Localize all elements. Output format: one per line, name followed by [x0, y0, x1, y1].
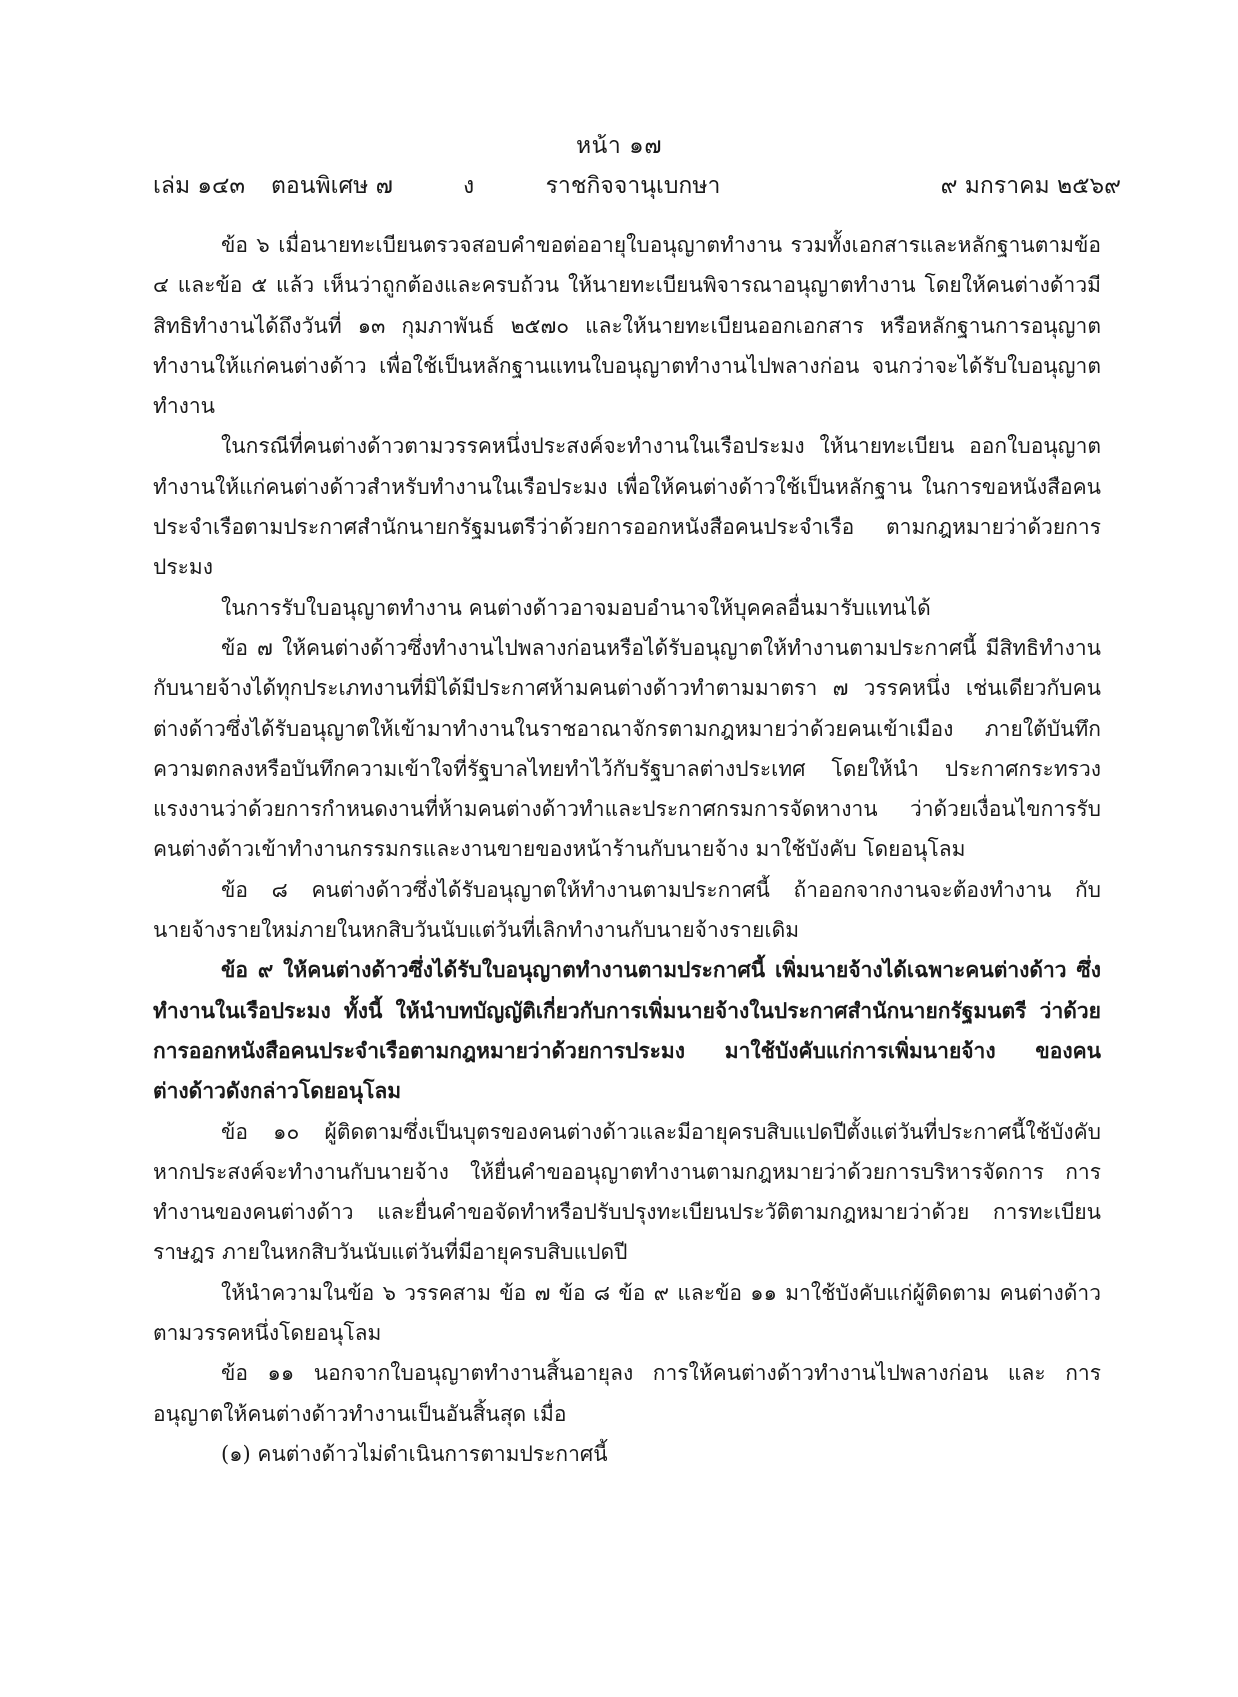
volume-label: เล่ม ๑๔๓	[153, 173, 246, 199]
clause-6-paragraph-1: ข้อ ๖ เมื่อนายทะเบียนตรวจสอบคำขอต่ออายุใบอนุญาตทำงาน รวมทั้งเอกสารและหลักฐานตามข้อ ๔ และข้อ ๕ แล้ว เห็นว่าถูกต้องและครบถ้วน ให้นายทะเบียนพิจารณาอนุญาตทำงาน โดยให้คนต่างด้าวมีสิทธิทำงานได้ถึงวันที่ ๑๓ กุมภาพันธ์ ๒๕๗๐ และให้นายทะเบียนออกเอกสาร หรือหลักฐานการอนุญาตทำงานให้แก่คนต่างด้าว เพื่อใช้เป็นหลักฐานแทนใบอนุญาตทำงานไปพลางก่อน จนกว่าจะได้รับใบอนุญาตทำงาน	[153, 233, 1101, 419]
document-body	[153, 225, 1101, 1474]
clause-6-paragraph-2: ในกรณีที่คนต่างด้าวตามวรรคหนึ่งประสงค์จะทำงานในเรือประมง ให้นายทะเบียน ออกใบอนุญาตทำงานให้แก่คนต่างด้าวสำหรับทำงานในเรือประมง เพื่อให้คนต่างด้าวใช้เป็นหลักฐาน ในการขอหนังสือคนประจำเรือตามประกาศสำนักนายกรัฐมนตรีว่าด้วยการออกหนังสือคนประจำเรือ ตามกฎหมายว่าด้วยการประมง	[153, 434, 1101, 580]
clause-8: ข้อ ๘ คนต่างด้าวซึ่งได้รับอนุญาตให้ทำงานตามประกาศนี้ ถ้าออกจากงานจะต้องทำงาน กับนายจ้างรายใหม่ภายในหกสิบวันนับแต่วันที่เลิกทำงานกับนายจ้างรายเดิม	[153, 877, 1101, 943]
clause-6-paragraph-3: ในการรับใบอนุญาตทำงาน คนต่างด้าวอาจมอบอำนาจให้บุคคลอื่นมารับแทนได้	[221, 595, 931, 620]
section-label: ตอนพิเศษ ๗	[271, 173, 393, 199]
issue-date: ๙ มกราคม ๒๕๖๙	[940, 173, 1121, 199]
clause-9: ข้อ ๙ ให้คนต่างด้าวซึ่งได้รับใบอนุญาตทำงานตามประกาศนี้ เพิ่มนายจ้างได้เฉพาะคนต่างด้าว ซึ่งทำงานในเรือประมง ทั้งนี้ ให้นำบทบัญญัติเกี่ยวกับการเพิ่มนายจ้างในประกาศสำนักนายกรัฐมนตรี ว่าด้วยการออกหนังสือคนประจำเรือตามกฎหมายว่าด้วยการประมง มาใช้บังคับแก่การเพิ่มนายจ้าง ของคนต่างด้าวดังกล่าวโดยอนุโลม	[153, 957, 1101, 1104]
gazette-header	[153, 168, 1121, 202]
page-number: หน้า ๑๗	[575, 133, 662, 159]
clause-10-paragraph-2: ให้นำความในข้อ ๖ วรรคสาม ข้อ ๗ ข้อ ๘ ข้อ ๙ และข้อ ๑๑ มาใช้บังคับแก่ผู้ติดตาม คนต่างด้าวตามวรรคหนึ่งโดยอนุโลม	[153, 1280, 1101, 1346]
clause-7: ข้อ ๗ ให้คนต่างด้าวซึ่งทำงานไปพลางก่อนหรือได้รับอนุญาตให้ทำงานตามประกาศนี้ มีสิทธิทำงานกับนายจ้างได้ทุกประเภทงานที่มิได้มีประกาศห้ามคนต่างด้าวทำตามมาตรา ๗ วรรคหนึ่ง เช่นเดียวกับคนต่างด้าวซึ่งได้รับอนุญาตให้เข้ามาทำงานในราชอาณาจักรตามกฎหมายว่าด้วยคนเข้าเมือง ภายใต้บันทึกความตกลงหรือบันทึกความเข้าใจที่รัฐบาลไทยทำไว้กับรัฐบาลต่างประเทศ โดยให้นำ ประกาศกระทรวงแรงงานว่าด้วยการกำหนดงานที่ห้ามคนต่างด้าวทำและประกาศกรมการจัดหางาน ว่าด้วยเงื่อนไขการรับคนต่างด้าวเข้าทำงานกรรมกรและงานขายของหน้าร้านกับนายจ้าง มาใช้บังคับ โดยอนุโลม	[153, 635, 1101, 862]
clause-10-paragraph-1: ข้อ ๑๐ ผู้ติดตามซึ่งเป็นบุตรของคนต่างด้าวและมีอายุครบสิบแปดปีตั้งแต่วันที่ประกาศนี้ใช้บังคับ หากประสงค์จะทำงานกับนายจ้าง ให้ยื่นคำขออนุญาตทำงานตามกฎหมายว่าด้วยการบริหารจัดการ การทำงานของคนต่างด้าว และยื่นคำขอจัดทำหรือปรับปรุงทะเบียนประวัติตามกฎหมายว่าด้วย การทะเบียนราษฎร ภายในหกสิบวันนับแต่วันที่มีอายุครบสิบแปดปี	[153, 1119, 1101, 1265]
gazette-name: ราชกิจจานุเบกษา	[545, 173, 721, 199]
part-label: ง	[463, 173, 475, 199]
clause-11: ข้อ ๑๑ นอกจากใบอนุญาตทำงานสิ้นอายุลง การให้คนต่างด้าวทำงานไปพลางก่อน และ การอนุญาตให้คนต่างด้าวทำงานเป็นอันสิ้นสุด เมื่อ	[153, 1361, 1101, 1426]
clause-11-item-1: (๑) คนต่างด้าวไม่ดำเนินการตามประกาศนี้	[221, 1441, 608, 1466]
